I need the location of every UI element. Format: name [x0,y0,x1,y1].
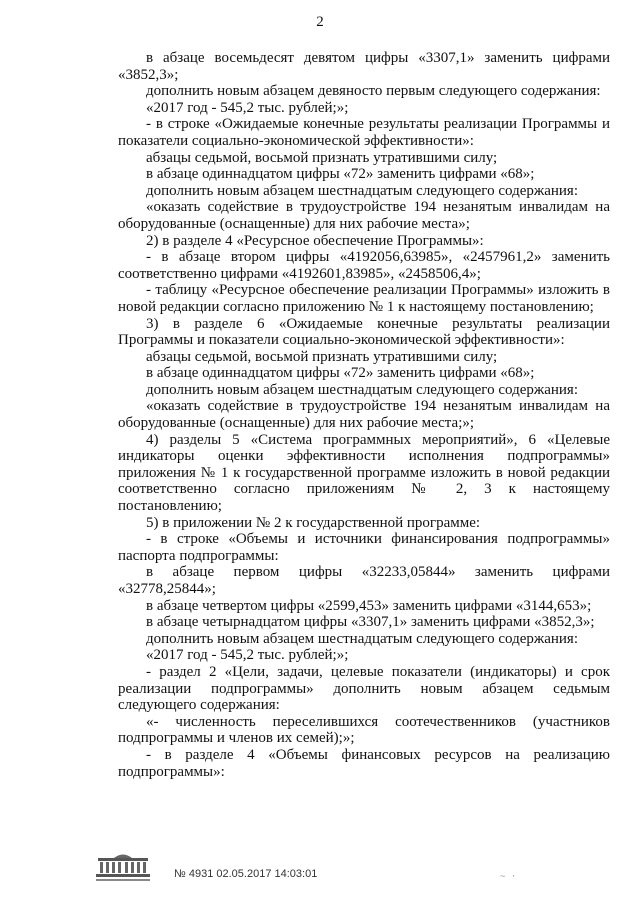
scan-artifact: ~ · [500,872,517,882]
paragraph: - таблицу «Ресурсное обеспечение реализации Программы» изложить в новой редакции согласно приложению № 1 к настоящему постановлению; [118,282,610,315]
document-body [118,50,610,780]
paragraph: дополнить новым абзацем шестнадцатым следующего содержания: [146,630,578,647]
paragraph: - в разделе 4 «Объемы финансовых ресурсов на реализацию подпрограммы»: [118,746,610,780]
paragraph: абзацы седьмой, восьмой признать утратившими силу; [146,348,498,365]
page-number: 2 [316,14,324,30]
paragraph: в абзаце четвертом цифры «2599,453» заменить цифрами «3144,653»; [146,597,592,614]
paragraph: в абзаце первом цифры «32233,05844» заменить цифрами «32778,25844»; [118,564,610,597]
paragraph: - в строке «Ожидаемые конечные результаты реализации Программы и показатели социально-экономической эффективности»: [118,116,610,149]
paragraph: 4) разделы 5 «Система программных мероприятий», 6 «Целевые индикаторы оценки эффективности исполнения подпрограммы» приложения № 1 к государственной программе изложить в новой редакции соответственно согласно приложениям № 2, 3 к настоящему постановлению; [118,431,610,515]
paragraph: абзацы седьмой, восьмой признать утратившими силу; [146,149,498,166]
paragraph: в абзаце одиннадцатом цифры «72» заменить цифрами «68»; [146,166,535,183]
paragraph: «оказать содействие в трудоустройстве 194 незанятым инвалидам на оборудованные (оснащенные) для них рабочие места;»; [118,398,610,432]
paragraph: - раздел 2 «Цели, задачи, целевые показатели (индикаторы) и срок реализации подпрограммы» дополнить новым абзацем седьмым следующего содержания: [118,663,610,714]
paragraph: дополнить новым абзацем шестнадцатым следующего содержания: [146,381,578,398]
paragraph: «2017 год - 545,2 тыс. рублей;»; [146,647,349,664]
footer [94,852,517,886]
paragraph: - в абзаце втором цифры «4192056,63985», «2457961,2» заменить соответственно цифрами «4192601,83985», «2458506,4»; [118,249,610,282]
paragraph: дополнить новым абзацем девяносто первым следующего содержания: [146,83,601,100]
paragraph: 5) в приложении № 2 к государственной программе: [146,514,481,531]
registry-logo-icon [94,852,152,882]
paragraph: «- численность переселившихся соотечественников (участников подпрограммы и членов их семей);»; [118,713,610,747]
paragraph: 3) в разделе 6 «Ожидаемые конечные результаты реализации Программы и показатели социально-экономической эффективности»: [118,315,610,349]
registration-stamp: № 4931 02.05.2017 14:03:01 [174,868,318,880]
paragraph: в абзаце четырнадцатом цифры «3307,1» заменить цифрами «3852,3»; [146,614,595,631]
paragraph: «2017 год - 545,2 тыс. рублей;»; [146,99,349,116]
paragraph: 2) в разделе 4 «Ресурсное обеспечение Программы»: [146,232,484,249]
paragraph: дополнить новым абзацем шестнадцатым следующего содержания: [146,182,578,199]
paragraph: в абзаце восемьдесят девятом цифры «3307,1» заменить цифрами «3852,3»; [118,50,610,83]
paragraph: - в строке «Объемы и источники финансирования подпрограммы» паспорта подпрограммы: [118,531,610,564]
paragraph: в абзаце одиннадцатом цифры «72» заменить цифрами «68»; [146,365,535,382]
paragraph: «оказать содействие в трудоустройстве 194 незанятым инвалидам на оборудованные (оснащенные) для них рабочие места»; [118,199,610,232]
